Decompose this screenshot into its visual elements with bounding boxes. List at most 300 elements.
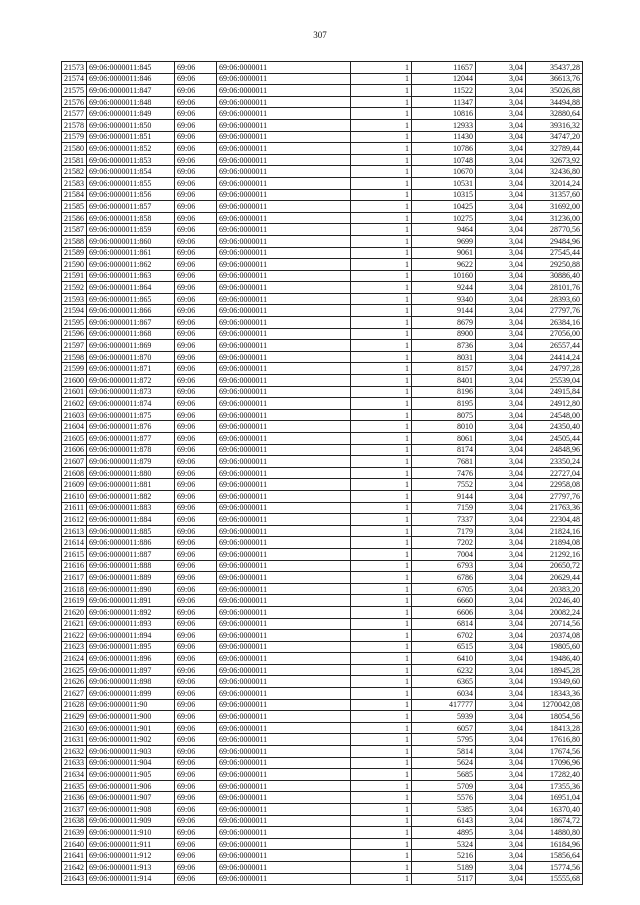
row-number-cell: 21643 (62, 873, 87, 885)
table-row (62, 548, 583, 560)
area-cell: 11347 (412, 96, 476, 108)
rate-cell: 3,04 (476, 827, 526, 839)
row-number-cell: 21640 (62, 838, 87, 850)
block-number-cell: 69:06:0000011 (217, 490, 351, 502)
table-row (62, 467, 583, 479)
table-row (62, 630, 583, 642)
row-number-cell: 21628 (62, 699, 87, 711)
area-cell: 9144 (412, 490, 476, 502)
block-number-cell: 69:06:0000011 (217, 119, 351, 131)
table-row (62, 409, 583, 421)
region-code-cell: 69:06 (175, 456, 217, 468)
table-row (62, 166, 583, 178)
count-cell: 1 (351, 676, 412, 688)
count-cell: 1 (351, 398, 412, 410)
value-cell: 18674,72 (526, 815, 583, 827)
rate-cell: 3,04 (476, 560, 526, 572)
cadastral-number-cell: 69:06:0000011:865 (87, 293, 175, 305)
block-number-cell: 69:06:0000011 (217, 757, 351, 769)
block-number-cell: 69:06:0000011 (217, 479, 351, 491)
row-number-cell: 21573 (62, 62, 87, 74)
cadastral-number-cell: 69:06:0000011:907 (87, 792, 175, 804)
area-cell: 8401 (412, 375, 476, 387)
table-row (62, 490, 583, 502)
count-cell: 1 (351, 235, 412, 247)
cadastral-number-cell: 69:06:0000011:862 (87, 259, 175, 271)
region-code-cell: 69:06 (175, 548, 217, 560)
count-cell: 1 (351, 317, 412, 329)
table-row (62, 641, 583, 653)
row-number-cell: 21613 (62, 525, 87, 537)
block-number-cell: 69:06:0000011 (217, 96, 351, 108)
cadastral-number-cell: 69:06:0000011:881 (87, 479, 175, 491)
block-number-cell: 69:06:0000011 (217, 317, 351, 329)
cadastral-number-cell: 69:06:0000011:859 (87, 224, 175, 236)
area-cell: 8010 (412, 421, 476, 433)
area-cell: 9699 (412, 235, 476, 247)
row-number-cell: 21612 (62, 514, 87, 526)
block-number-cell: 69:06:0000011 (217, 827, 351, 839)
area-cell: 6232 (412, 664, 476, 676)
region-code-cell: 69:06 (175, 815, 217, 827)
area-cell: 5939 (412, 711, 476, 723)
value-cell: 31692,00 (526, 201, 583, 213)
count-cell: 1 (351, 328, 412, 340)
block-number-cell: 69:06:0000011 (217, 166, 351, 178)
row-number-cell: 21596 (62, 328, 87, 340)
value-cell: 24350,40 (526, 421, 583, 433)
area-cell: 11430 (412, 131, 476, 143)
area-cell: 8195 (412, 398, 476, 410)
value-cell: 24848,96 (526, 444, 583, 456)
row-number-cell: 21623 (62, 641, 87, 653)
cadastral-number-cell: 69:06:0000011:901 (87, 722, 175, 734)
cadastral-number-cell: 69:06:0000011:892 (87, 606, 175, 618)
table-row (62, 769, 583, 781)
cadastral-number-cell: 69:06:0000011:902 (87, 734, 175, 746)
region-code-cell: 69:06 (175, 780, 217, 792)
rate-cell: 3,04 (476, 189, 526, 201)
row-number-cell: 21602 (62, 398, 87, 410)
rate-cell: 3,04 (476, 421, 526, 433)
area-cell: 10670 (412, 166, 476, 178)
area-cell: 8075 (412, 409, 476, 421)
value-cell: 18054,56 (526, 711, 583, 723)
rate-cell: 3,04 (476, 328, 526, 340)
count-cell: 1 (351, 873, 412, 885)
count-cell: 1 (351, 444, 412, 456)
block-number-cell: 69:06:0000011 (217, 873, 351, 885)
row-number-cell: 21598 (62, 351, 87, 363)
value-cell: 29484,96 (526, 235, 583, 247)
table-row (62, 375, 583, 387)
cadastral-number-cell: 69:06:0000011:866 (87, 305, 175, 317)
count-cell: 1 (351, 177, 412, 189)
row-number-cell: 21594 (62, 305, 87, 317)
table-row (62, 827, 583, 839)
area-cell: 12933 (412, 119, 476, 131)
count-cell: 1 (351, 734, 412, 746)
row-number-cell: 21591 (62, 270, 87, 282)
value-cell: 17355,36 (526, 780, 583, 792)
row-number-cell: 21587 (62, 224, 87, 236)
row-number-cell: 21624 (62, 653, 87, 665)
rate-cell: 3,04 (476, 293, 526, 305)
count-cell: 1 (351, 386, 412, 398)
area-cell: 7681 (412, 456, 476, 468)
block-number-cell: 69:06:0000011 (217, 108, 351, 120)
value-cell: 24915,84 (526, 386, 583, 398)
block-number-cell: 69:06:0000011 (217, 688, 351, 700)
region-code-cell: 69:06 (175, 838, 217, 850)
table-row (62, 804, 583, 816)
value-cell: 22958,08 (526, 479, 583, 491)
area-cell: 4895 (412, 827, 476, 839)
table-row (62, 861, 583, 873)
block-number-cell: 69:06:0000011 (217, 815, 351, 827)
value-cell: 15774,56 (526, 861, 583, 873)
region-code-cell: 69:06 (175, 293, 217, 305)
area-cell: 6515 (412, 641, 476, 653)
region-code-cell: 69:06 (175, 595, 217, 607)
row-number-cell: 21610 (62, 490, 87, 502)
table-row (62, 62, 583, 74)
table-row (62, 247, 583, 259)
area-cell: 11657 (412, 62, 476, 74)
row-number-cell: 21621 (62, 618, 87, 630)
row-number-cell: 21605 (62, 433, 87, 445)
region-code-cell: 69:06 (175, 351, 217, 363)
area-cell: 8061 (412, 433, 476, 445)
row-number-cell: 21581 (62, 154, 87, 166)
row-number-cell: 21620 (62, 606, 87, 618)
table-row (62, 270, 583, 282)
rate-cell: 3,04 (476, 838, 526, 850)
value-cell: 32880,64 (526, 108, 583, 120)
cadastral-number-cell: 69:06:0000011:876 (87, 421, 175, 433)
count-cell: 1 (351, 746, 412, 758)
rate-cell: 3,04 (476, 711, 526, 723)
table-row (62, 838, 583, 850)
cadastral-number-cell: 69:06:0000011:871 (87, 363, 175, 375)
cadastral-number-cell: 69:06:0000011:906 (87, 780, 175, 792)
region-code-cell: 69:06 (175, 317, 217, 329)
area-cell: 7202 (412, 537, 476, 549)
block-number-cell: 69:06:0000011 (217, 850, 351, 862)
region-code-cell: 69:06 (175, 711, 217, 723)
area-cell: 7179 (412, 525, 476, 537)
table-row (62, 259, 583, 271)
cadastral-number-cell: 69:06:0000011:886 (87, 537, 175, 549)
rate-cell: 3,04 (476, 630, 526, 642)
cadastral-number-cell: 69:06:0000011:861 (87, 247, 175, 259)
block-number-cell: 69:06:0000011 (217, 177, 351, 189)
count-cell: 1 (351, 143, 412, 155)
area-cell: 10275 (412, 212, 476, 224)
rate-cell: 3,04 (476, 409, 526, 421)
block-number-cell: 69:06:0000011 (217, 746, 351, 758)
rate-cell: 3,04 (476, 73, 526, 85)
row-number-cell: 21603 (62, 409, 87, 421)
table-row (62, 560, 583, 572)
region-code-cell: 69:06 (175, 676, 217, 688)
area-cell: 6705 (412, 583, 476, 595)
rate-cell: 3,04 (476, 479, 526, 491)
value-cell: 26557,44 (526, 340, 583, 352)
region-code-cell: 69:06 (175, 409, 217, 421)
rate-cell: 3,04 (476, 398, 526, 410)
cadastral-number-cell: 69:06:0000011:880 (87, 467, 175, 479)
count-cell: 1 (351, 201, 412, 213)
region-code-cell: 69:06 (175, 792, 217, 804)
area-cell: 12044 (412, 73, 476, 85)
value-cell: 15555,68 (526, 873, 583, 885)
rate-cell: 3,04 (476, 583, 526, 595)
block-number-cell: 69:06:0000011 (217, 375, 351, 387)
region-code-cell: 69:06 (175, 433, 217, 445)
row-number-cell: 21615 (62, 548, 87, 560)
area-cell: 6365 (412, 676, 476, 688)
count-cell: 1 (351, 618, 412, 630)
region-code-cell: 69:06 (175, 108, 217, 120)
rate-cell: 3,04 (476, 224, 526, 236)
count-cell: 1 (351, 722, 412, 734)
area-cell: 5709 (412, 780, 476, 792)
block-number-cell: 69:06:0000011 (217, 73, 351, 85)
area-cell: 5117 (412, 873, 476, 885)
cadastral-number-cell: 69:06:0000011:854 (87, 166, 175, 178)
region-code-cell: 69:06 (175, 757, 217, 769)
rate-cell: 3,04 (476, 375, 526, 387)
area-cell: 10160 (412, 270, 476, 282)
area-cell: 8679 (412, 317, 476, 329)
row-number-cell: 21634 (62, 769, 87, 781)
table-row (62, 317, 583, 329)
row-number-cell: 21611 (62, 502, 87, 514)
row-number-cell: 21636 (62, 792, 87, 804)
count-cell: 1 (351, 664, 412, 676)
block-number-cell: 69:06:0000011 (217, 792, 351, 804)
count-cell: 1 (351, 166, 412, 178)
table-row (62, 618, 583, 630)
row-number-cell: 21616 (62, 560, 87, 572)
region-code-cell: 69:06 (175, 769, 217, 781)
rate-cell: 3,04 (476, 177, 526, 189)
count-cell: 1 (351, 850, 412, 862)
area-cell: 7552 (412, 479, 476, 491)
region-code-cell: 69:06 (175, 606, 217, 618)
area-cell: 8196 (412, 386, 476, 398)
value-cell: 20082,24 (526, 606, 583, 618)
table-row (62, 328, 583, 340)
region-code-cell: 69:06 (175, 850, 217, 862)
count-cell: 1 (351, 861, 412, 873)
block-number-cell: 69:06:0000011 (217, 653, 351, 665)
count-cell: 1 (351, 131, 412, 143)
block-number-cell: 69:06:0000011 (217, 131, 351, 143)
row-number-cell: 21626 (62, 676, 87, 688)
cadastral-number-cell: 69:06:0000011:879 (87, 456, 175, 468)
area-cell: 7159 (412, 502, 476, 514)
rate-cell: 3,04 (476, 734, 526, 746)
value-cell: 34747,20 (526, 131, 583, 143)
table-row (62, 433, 583, 445)
block-number-cell: 69:06:0000011 (217, 618, 351, 630)
rate-cell: 3,04 (476, 676, 526, 688)
cadastral-register-table (61, 61, 583, 885)
count-cell: 1 (351, 62, 412, 74)
area-cell: 8157 (412, 363, 476, 375)
rate-cell: 3,04 (476, 305, 526, 317)
row-number-cell: 21593 (62, 293, 87, 305)
count-cell: 1 (351, 548, 412, 560)
block-number-cell: 69:06:0000011 (217, 699, 351, 711)
cadastral-number-cell: 69:06:0000011:864 (87, 282, 175, 294)
table-row (62, 189, 583, 201)
cadastral-number-cell: 69:06:0000011:898 (87, 676, 175, 688)
value-cell: 18945,28 (526, 664, 583, 676)
count-cell: 1 (351, 595, 412, 607)
count-cell: 1 (351, 305, 412, 317)
table-row (62, 85, 583, 97)
table-row (62, 363, 583, 375)
rate-cell: 3,04 (476, 572, 526, 584)
area-cell: 9464 (412, 224, 476, 236)
count-cell: 1 (351, 351, 412, 363)
block-number-cell: 69:06:0000011 (217, 641, 351, 653)
area-cell: 5189 (412, 861, 476, 873)
region-code-cell: 69:06 (175, 328, 217, 340)
region-code-cell: 69:06 (175, 583, 217, 595)
value-cell: 35437,28 (526, 62, 583, 74)
block-number-cell: 69:06:0000011 (217, 259, 351, 271)
table-row (62, 699, 583, 711)
table-row (62, 572, 583, 584)
block-number-cell: 69:06:0000011 (217, 270, 351, 282)
region-code-cell: 69:06 (175, 861, 217, 873)
count-cell: 1 (351, 259, 412, 271)
cadastral-number-cell: 69:06:0000011:904 (87, 757, 175, 769)
value-cell: 34494,88 (526, 96, 583, 108)
rate-cell: 3,04 (476, 85, 526, 97)
block-number-cell: 69:06:0000011 (217, 224, 351, 236)
value-cell: 16184,96 (526, 838, 583, 850)
value-cell: 27545,44 (526, 247, 583, 259)
rate-cell: 3,04 (476, 62, 526, 74)
rate-cell: 3,04 (476, 595, 526, 607)
table-row (62, 711, 583, 723)
cadastral-number-cell: 69:06:0000011:893 (87, 618, 175, 630)
rate-cell: 3,04 (476, 467, 526, 479)
table-row (62, 664, 583, 676)
cadastral-number-cell: 69:06:0000011:863 (87, 270, 175, 282)
rate-cell: 3,04 (476, 143, 526, 155)
count-cell: 1 (351, 433, 412, 445)
rate-cell: 3,04 (476, 131, 526, 143)
region-code-cell: 69:06 (175, 247, 217, 259)
row-number-cell: 21586 (62, 212, 87, 224)
table-row (62, 722, 583, 734)
cadastral-number-cell: 69:06:0000011:896 (87, 653, 175, 665)
table-row (62, 177, 583, 189)
count-cell: 1 (351, 804, 412, 816)
cadastral-number-cell: 69:06:0000011:872 (87, 375, 175, 387)
rate-cell: 3,04 (476, 282, 526, 294)
block-number-cell: 69:06:0000011 (217, 328, 351, 340)
table-row (62, 456, 583, 468)
region-code-cell: 69:06 (175, 85, 217, 97)
value-cell: 24414,24 (526, 351, 583, 363)
count-cell: 1 (351, 224, 412, 236)
count-cell: 1 (351, 827, 412, 839)
row-number-cell: 21630 (62, 722, 87, 734)
value-cell: 19349,60 (526, 676, 583, 688)
block-number-cell: 69:06:0000011 (217, 433, 351, 445)
count-cell: 1 (351, 247, 412, 259)
region-code-cell: 69:06 (175, 62, 217, 74)
value-cell: 1270042,08 (526, 699, 583, 711)
region-code-cell: 69:06 (175, 490, 217, 502)
value-cell: 17096,96 (526, 757, 583, 769)
block-number-cell: 69:06:0000011 (217, 154, 351, 166)
rate-cell: 3,04 (476, 873, 526, 885)
table-row (62, 398, 583, 410)
value-cell: 17616,80 (526, 734, 583, 746)
table-row (62, 351, 583, 363)
cadastral-number-cell: 69:06:0000011:912 (87, 850, 175, 862)
area-cell: 7004 (412, 548, 476, 560)
count-cell: 1 (351, 838, 412, 850)
area-cell: 9061 (412, 247, 476, 259)
value-cell: 39316,32 (526, 119, 583, 131)
cadastral-number-cell: 69:06:0000011:853 (87, 154, 175, 166)
value-cell: 24797,28 (526, 363, 583, 375)
rate-cell: 3,04 (476, 850, 526, 862)
cadastral-number-cell: 69:06:0000011:883 (87, 502, 175, 514)
row-number-cell: 21575 (62, 85, 87, 97)
cadastral-number-cell: 69:06:0000011:909 (87, 815, 175, 827)
value-cell: 19486,40 (526, 653, 583, 665)
rate-cell: 3,04 (476, 548, 526, 560)
value-cell: 17674,56 (526, 746, 583, 758)
value-cell: 20383,20 (526, 583, 583, 595)
table-row (62, 96, 583, 108)
region-code-cell: 69:06 (175, 398, 217, 410)
cadastral-number-cell: 69:06:0000011:882 (87, 490, 175, 502)
count-cell: 1 (351, 363, 412, 375)
region-code-cell: 69:06 (175, 572, 217, 584)
count-cell: 1 (351, 340, 412, 352)
value-cell: 24505,44 (526, 433, 583, 445)
row-number-cell: 21574 (62, 73, 87, 85)
area-cell: 6057 (412, 722, 476, 734)
rate-cell: 3,04 (476, 363, 526, 375)
cadastral-number-cell: 69:06:0000011:899 (87, 688, 175, 700)
region-code-cell: 69:06 (175, 560, 217, 572)
area-cell: 6034 (412, 688, 476, 700)
region-code-cell: 69:06 (175, 305, 217, 317)
row-number-cell: 21585 (62, 201, 87, 213)
cadastral-number-cell: 69:06:0000011:846 (87, 73, 175, 85)
block-number-cell: 69:06:0000011 (217, 85, 351, 97)
count-cell: 1 (351, 583, 412, 595)
area-cell: 6410 (412, 653, 476, 665)
cadastral-number-cell: 69:06:0000011:849 (87, 108, 175, 120)
block-number-cell: 69:06:0000011 (217, 305, 351, 317)
value-cell: 21894,08 (526, 537, 583, 549)
block-number-cell: 69:06:0000011 (217, 804, 351, 816)
cadastral-number-cell: 69:06:0000011:888 (87, 560, 175, 572)
